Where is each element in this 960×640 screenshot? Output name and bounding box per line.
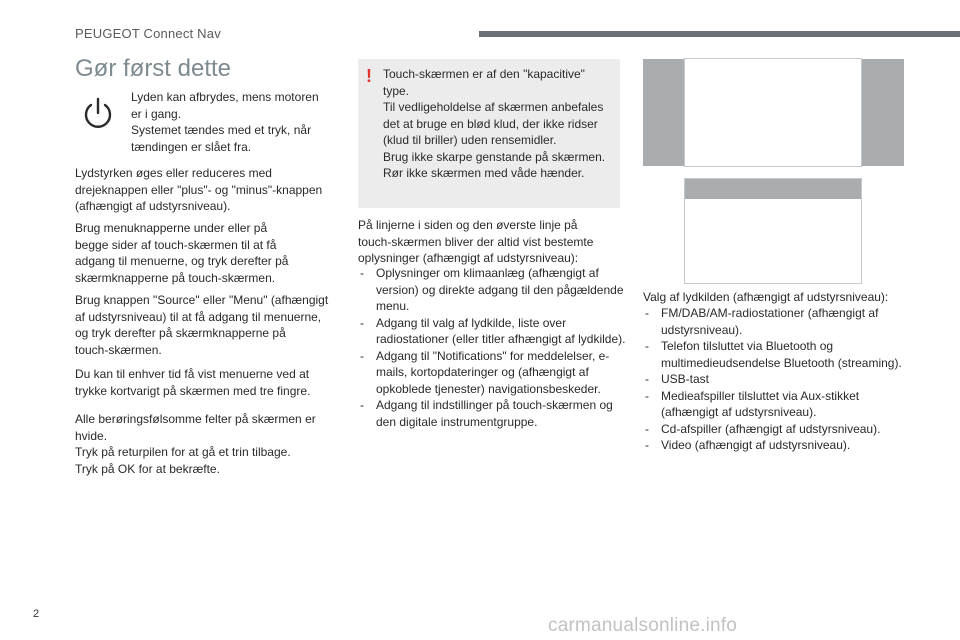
- warning-line: Rør ikke skærmen med våde hænder.: [383, 166, 585, 180]
- text-line: skærmknapperne på touch-skærmen.: [75, 270, 276, 285]
- warning-line: det at bruge en blød klud, der ikke ridser: [383, 116, 598, 131]
- warning-line: Brug ikke skarpe genstande på skærmen.: [383, 149, 606, 164]
- list-item: - Telefon tilsluttet via Bluetooth og multimedieudsendelse Bluetooth (streaming).: [643, 338, 915, 371]
- text-line: hvide.: [75, 428, 108, 443]
- list-item: - Oplysninger om klimaanlæg (afhængigt af version) og direkte adgang til den pågældende menu.: [358, 265, 630, 315]
- list-item: - Adgang til indstillinger på touch-skærmen og den digitale instrumentgruppe.: [358, 397, 630, 430]
- status-info-list: [358, 265, 630, 430]
- header-bar: [479, 31, 960, 37]
- intro-line: tændingen er slået fra.: [131, 139, 252, 154]
- source-list: [643, 305, 915, 454]
- text-line: Lydstyrken øges eller reduceres med: [75, 166, 272, 180]
- power-icon: [80, 96, 116, 132]
- text-line: og tryk derefter på skærmknapperne på: [75, 326, 286, 340]
- warning-icon: !: [366, 66, 372, 86]
- intro-line: Lyden kan afbrydes, mens motoren: [131, 90, 319, 104]
- source-selection-heading: Valg af lydkilden (afhængigt af udstyrsniveau):: [643, 290, 889, 304]
- text-line: touch-skærmen.: [75, 342, 162, 357]
- watermark: carmanualsonline.info: [548, 615, 738, 636]
- touch-fields-paragraph: [75, 411, 345, 477]
- text-line: Tryk på OK for at bekræfte.: [75, 461, 220, 476]
- text-line: drejeknappen eller "plus"- og "minus"-knappen: [75, 182, 323, 197]
- menu-buttons-paragraph: [75, 220, 345, 286]
- text-line: Brug menuknapperne under eller på: [75, 221, 268, 235]
- list-item: - Adgang til "Notifications" for meddelelser, e-mails, kortopdateringer og (afhængigt af opkoblede tjenester) navigationsbeskeder.: [358, 348, 630, 398]
- text-line: På linjerne i siden og den øverste linje på: [358, 218, 578, 232]
- screen-illustration-bottom-bar: [685, 179, 861, 199]
- page-number: 2: [33, 608, 40, 620]
- list-item: - Adgang til valg af lydkilde, liste over radiostationer (eller titler afhængigt af lydkilde).: [358, 315, 630, 348]
- warning-line: Touch-skærmen er af den "kapacitive": [383, 67, 585, 81]
- list-item: - Medieafspiller tilsluttet via Aux-stikket (afhængigt af udstyrsniveau).: [643, 388, 915, 421]
- header-title: PEUGEOT Connect Nav: [75, 26, 221, 41]
- warning-line: Til vedligeholdelse af skærmen anbefales: [383, 100, 604, 114]
- text-line: af udstyrsniveau) til at få adgang til menuerne,: [75, 309, 322, 324]
- intro-line: er i gang.: [131, 106, 182, 121]
- page-title: Gør først dette: [75, 55, 232, 82]
- text-line: Alle berøringsfølsomme felter på skærmen er: [75, 412, 316, 426]
- intro-text: [131, 89, 341, 155]
- list-item: - USB-tast: [643, 371, 915, 388]
- warning-line: type.: [383, 83, 410, 98]
- text-line: trykke kortvarigt på skærmen med tre fingre.: [75, 383, 311, 398]
- screen-illustration-top-center: [685, 59, 861, 166]
- volume-paragraph: [75, 165, 345, 215]
- text-line: (afhængigt af udstyrsniveau).: [75, 199, 231, 213]
- list-item: - FM/DAB/AM-radiostationer (afhængigt af udstyrsniveau).: [643, 305, 915, 338]
- text-line: begge sider af touch-skærmen til at få: [75, 237, 277, 252]
- status-lines-paragraph: [358, 217, 628, 267]
- three-finger-paragraph: [75, 366, 345, 399]
- list-item: - Cd-afspiller (afhængigt af udstyrsniveau).: [643, 421, 915, 438]
- source-button-paragraph: [75, 292, 347, 358]
- text-line: oplysninger (afhængigt af udstyrsniveau):: [358, 251, 579, 265]
- text-line: Tryk på returpilen for at gå et trin tilbage.: [75, 445, 291, 459]
- text-line: touch-skærmen bliver der altid vist bestemte: [358, 234, 594, 249]
- screen-illustration-top: [643, 59, 904, 166]
- warning-line: (klud til briller) uden rensemidler.: [383, 133, 557, 147]
- text-line: Brug knappen "Source" eller "Menu" (afhængigt: [75, 293, 329, 307]
- screen-illustration-bottom: [684, 178, 862, 284]
- warning-text: [383, 66, 619, 182]
- intro-line: Systemet tændes med et tryk, når: [131, 123, 312, 137]
- list-item: - Video (afhængigt af udstyrsniveau).: [643, 437, 915, 454]
- text-line: Du kan til enhver tid få vist menuerne ved at: [75, 367, 310, 381]
- text-line: adgang til menuerne, og tryk derefter på: [75, 254, 289, 268]
